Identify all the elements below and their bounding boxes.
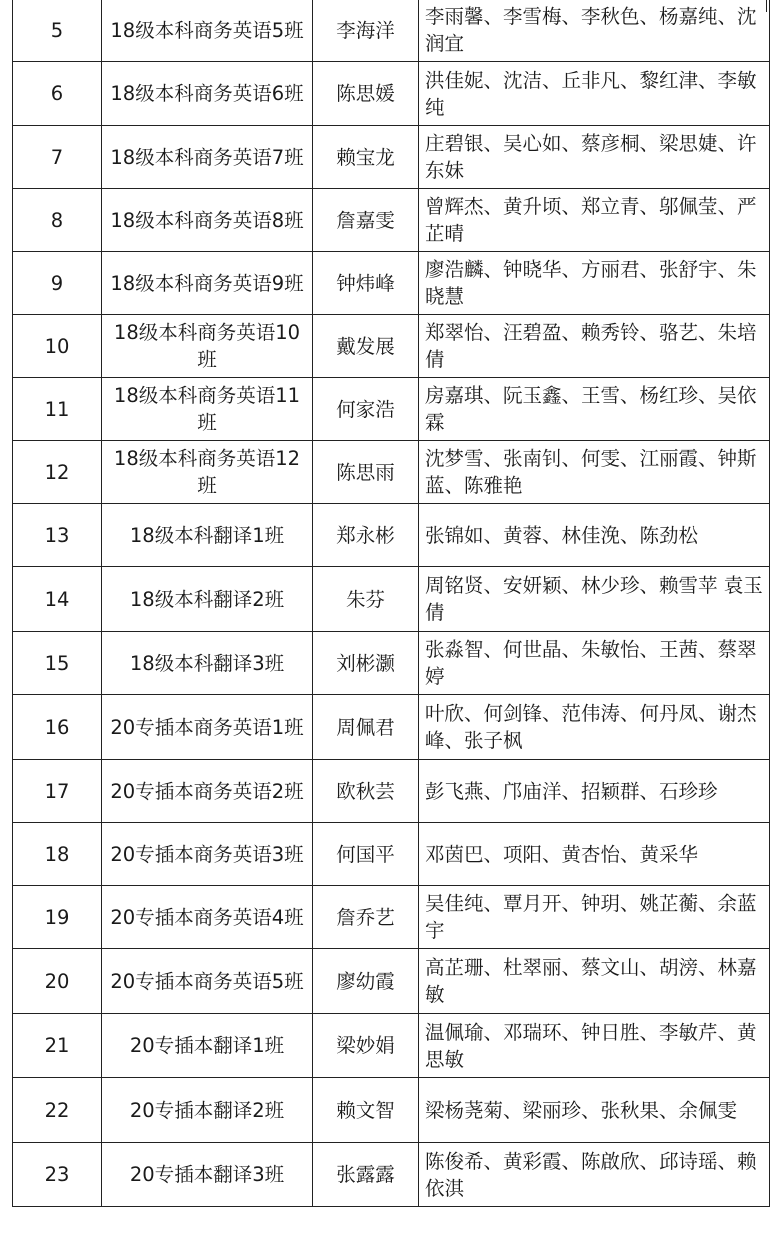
class-leader: 戴发展 (313, 315, 419, 378)
row-number: 15 (13, 632, 102, 695)
table-row (13, 62, 770, 126)
class-name: 18级本科商务英语11班 (102, 378, 313, 441)
class-leader: 詹乔艺 (313, 886, 419, 949)
class-name: 20专插本翻译2班 (102, 1078, 313, 1143)
row-number: 7 (13, 126, 102, 189)
member-list: 周铭贤、安妍颖、林少珍、赖雪苹 袁玉倩 (419, 567, 770, 632)
class-leader: 何家浩 (313, 378, 419, 441)
class-name: 18级本科商务英语7班 (102, 126, 313, 189)
member-list: 房嘉琪、阮玉鑫、王雪、杨红珍、吴依霖 (419, 378, 770, 441)
table-row (13, 189, 770, 252)
member-list: 庄碧银、吴心如、蔡彦桐、梁思婕、许东妹 (419, 126, 770, 189)
member-list: 温佩瑜、邓瑞环、钟日胜、李敏芹、黄思敏 (419, 1014, 770, 1078)
table-row (13, 441, 770, 504)
row-number: 13 (13, 504, 102, 567)
class-leader: 李海洋 (313, 0, 419, 62)
class-name: 20专插本商务英语5班 (102, 949, 313, 1014)
row-number: 22 (13, 1078, 102, 1143)
member-list: 张锦如、黄蓉、林佳浼、陈劲松 (419, 504, 770, 567)
member-list: 叶欣、何剑锋、范伟涛、何丹凤、谢杰峰、张子枫 (419, 695, 770, 760)
row-number: 5 (13, 0, 102, 62)
table-row (13, 315, 770, 378)
class-leader: 陈思媛 (313, 62, 419, 126)
row-number: 19 (13, 886, 102, 949)
table-row (13, 632, 770, 695)
member-list: 吴佳纯、覃月开、钟玥、姚芷蘅、余蓝宇 (419, 886, 770, 949)
table-row (13, 567, 770, 632)
class-name: 18级本科翻译3班 (102, 632, 313, 695)
class-leader: 郑永彬 (313, 504, 419, 567)
table-row (13, 504, 770, 567)
class-leader: 赖宝龙 (313, 126, 419, 189)
row-number: 16 (13, 695, 102, 760)
table-row (13, 126, 770, 189)
row-number: 17 (13, 760, 102, 823)
member-list: 沈梦雪、张南钊、何雯、江丽霞、钟斯蓝、陈雅艳 (419, 441, 770, 504)
class-name: 20专插本商务英语3班 (102, 823, 313, 886)
row-number: 21 (13, 1014, 102, 1078)
row-number: 6 (13, 62, 102, 126)
table-row (13, 1078, 770, 1143)
row-number: 8 (13, 189, 102, 252)
row-number: 23 (13, 1143, 102, 1207)
class-leader: 詹嘉雯 (313, 189, 419, 252)
table-row (13, 1014, 770, 1078)
class-name: 20专插本商务英语2班 (102, 760, 313, 823)
table-row (13, 378, 770, 441)
class-name: 18级本科商务英语12班 (102, 441, 313, 504)
member-list: 洪佳妮、沈洁、丘非凡、黎红津、李敏纯 (419, 62, 770, 126)
class-name: 20专插本商务英语1班 (102, 695, 313, 760)
row-number: 14 (13, 567, 102, 632)
class-leader: 钟炜峰 (313, 252, 419, 315)
class-leader: 欧秋芸 (313, 760, 419, 823)
class-name: 20专插本翻译1班 (102, 1014, 313, 1078)
table-row (13, 949, 770, 1014)
table-edge-mark (766, 0, 768, 12)
member-list: 李雨馨、李雪梅、李秋色、杨嘉纯、沈润宜 (419, 0, 770, 62)
member-list: 张淼智、何世晶、朱敏怡、王茜、蔡翠婷 (419, 632, 770, 695)
class-name: 18级本科商务英语10班 (102, 315, 313, 378)
roster-body (13, 0, 770, 1207)
table-row (13, 1143, 770, 1207)
table-row (13, 760, 770, 823)
member-list: 郑翠怡、汪碧盈、赖秀铃、骆艺、朱培倩 (419, 315, 770, 378)
class-leader: 赖文智 (313, 1078, 419, 1143)
class-leader: 张露露 (313, 1143, 419, 1207)
row-number: 20 (13, 949, 102, 1014)
member-list: 梁杨荛菊、梁丽珍、张秋果、余佩雯 (419, 1078, 770, 1143)
class-name: 18级本科商务英语9班 (102, 252, 313, 315)
table-row (13, 886, 770, 949)
class-leader: 何国平 (313, 823, 419, 886)
member-list: 高芷珊、杜翠丽、蔡文山、胡滂、林嘉敏 (419, 949, 770, 1014)
row-number: 12 (13, 441, 102, 504)
class-name: 18级本科商务英语5班 (102, 0, 313, 62)
member-list: 陈俊希、黄彩霞、陈啟欣、邱诗瑶、赖依淇 (419, 1143, 770, 1207)
row-number: 11 (13, 378, 102, 441)
class-name: 18级本科商务英语8班 (102, 189, 313, 252)
table-row (13, 823, 770, 886)
class-leader: 刘彬灏 (313, 632, 419, 695)
row-number: 9 (13, 252, 102, 315)
class-name: 20专插本翻译3班 (102, 1143, 313, 1207)
class-name: 20专插本商务英语4班 (102, 886, 313, 949)
table-row (13, 252, 770, 315)
class-name: 18级本科翻译1班 (102, 504, 313, 567)
table-row (13, 0, 770, 62)
class-leader: 陈思雨 (313, 441, 419, 504)
row-number: 18 (13, 823, 102, 886)
row-number: 10 (13, 315, 102, 378)
member-list: 廖浩麟、钟晓华、方丽君、张舒宇、朱晓慧 (419, 252, 770, 315)
class-leader: 朱芬 (313, 567, 419, 632)
class-roster-table (12, 0, 770, 1207)
class-name: 18级本科商务英语6班 (102, 62, 313, 126)
class-leader: 廖幼霞 (313, 949, 419, 1014)
table-row (13, 695, 770, 760)
member-list: 曾辉杰、黄升顷、郑立青、邬佩莹、严芷晴 (419, 189, 770, 252)
member-list: 彭飞燕、邝庙洋、招颖群、石珍珍 (419, 760, 770, 823)
member-list: 邓茵巴、项阳、黄杏怡、黄采华 (419, 823, 770, 886)
class-name: 18级本科翻译2班 (102, 567, 313, 632)
class-leader: 梁妙娟 (313, 1014, 419, 1078)
class-leader: 周佩君 (313, 695, 419, 760)
